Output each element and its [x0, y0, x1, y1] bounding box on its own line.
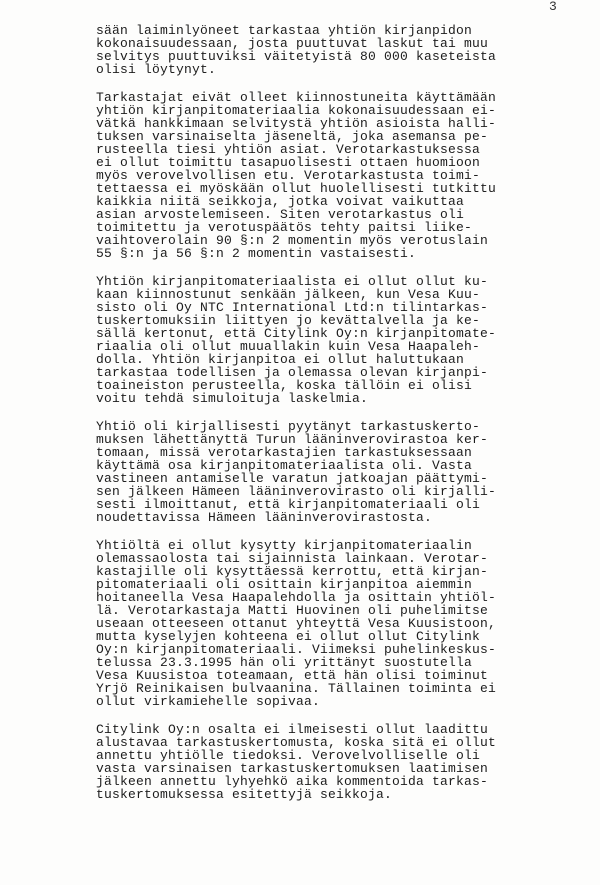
text-line: kaikkia niitä seikkoja, jotka voivat vaikuttaa — [96, 194, 465, 209]
text-line: ollut virkamiehelle sopivaa. — [96, 694, 321, 709]
document-body — [96, 24, 576, 816]
paragraph-5 — [96, 539, 576, 708]
text-line: kokonaisuudessaan, josta puuttuvat laskut tai muu — [96, 36, 489, 51]
paragraph-2 — [96, 91, 576, 260]
paragraph-1 — [96, 24, 576, 76]
text-line: muksen lähettänyttä Turun lääninverovirastoa ker- — [96, 432, 489, 447]
text-line: vastineen antamiselle varatun jatkoajan päättymi- — [96, 471, 489, 486]
text-line: annettu yhtiölle tiedoksi. Verovelvolliselle oli — [96, 748, 481, 763]
text-line: riaalia oli ollut muuallakin kuin Vesa Haapaleh- — [96, 339, 481, 354]
text-line: 55 §:n ja 56 §:n 2 momentin vastaisesti. — [96, 246, 417, 261]
text-line: toimitettu ja verotuspäätös tehty paitsi liike- — [96, 220, 473, 235]
text-line: sisto oli Oy NTC International Ltd:n tilintarkas- — [96, 300, 489, 315]
text-line: sen jälkeen Hämeen lääninverovirasto oli kirjalli- — [96, 484, 497, 499]
text-line: dolla. Yhtiön kirjanpitoa ei ollut haluttukaan — [96, 352, 465, 367]
text-line: tomaan, missä verotarkastajien tarkastuksessaan — [96, 445, 473, 460]
text-line: tuksen varsinaiselta jäseneltä, joka asemansa pe- — [96, 129, 489, 144]
paragraph-3 — [96, 275, 576, 405]
paragraph-6 — [96, 723, 576, 801]
text-line: myös verovelvollisen etu. Verotarkastusta toimi- — [96, 168, 481, 183]
text-line: olemassaolosta tai sijainnista lainkaan. Verotar- — [96, 551, 489, 566]
text-line: sään laiminlyöneet tarkastaa yhtiön kirjanpidon — [96, 23, 473, 38]
text-line: vaihtoverolain 90 §:n 2 momentin myös verotuslain — [96, 233, 489, 248]
text-line: useaan otteeseen ottanut yhteyttä Vesa Kuusistoon, — [96, 616, 497, 631]
text-line: telussa 23.3.1995 hän oli yrittänyt suostutella — [96, 655, 473, 670]
text-line: Yhtiön kirjanpitomateriaalista ei ollut ollut ku- — [96, 274, 489, 289]
text-line: selvitys puuttuviksi väitetyistä 80 000 kaseteista — [96, 49, 497, 64]
text-line: jälkeen annettu lyhyehkö aika kommentoida tarkas- — [96, 774, 489, 789]
text-line: Vesa Kuusistoa toteamaan, että hän olisi toiminut — [96, 668, 489, 683]
text-line: tettaessa ei myöskään ollut huolellisesti tutkittu — [96, 181, 497, 196]
text-line: Yrjö Reinikaisen bulvaanina. Tällainen toiminta ei — [96, 681, 497, 696]
text-line: kaan kiinnostunut senkään jälkeen, kun Vesa Kuu- — [96, 287, 481, 302]
text-line: Yhtiö oli kirjallisesti pyytänyt tarkastuskerto- — [96, 419, 481, 434]
page-number: 3 — [549, 0, 557, 14]
text-line: noudettavissa Hämeen lääninverovirastosta. — [96, 510, 433, 525]
text-line: käyttämä osa kirjanpitomateriaalista oli. Vasta — [96, 458, 473, 473]
text-line: vätkä hankkimaan selvitystä yhtiön asioista halli- — [96, 116, 497, 131]
text-line: Oy:n kirjanpitomateriaali. Viimeksi puhelinkeskus- — [96, 642, 497, 657]
text-line: kastajille oli kysyttäessä kerrottu, että kirjan- — [96, 564, 489, 579]
text-line: olisi löytynyt. — [96, 62, 217, 77]
text-line: asian arvostelemiseen. Siten verotarkastus oli — [96, 207, 465, 222]
text-line: sesti ilmoittanut, että kirjanpitomateriaali oli — [96, 497, 481, 512]
text-line: yhtiön kirjanpitomateriaalia kokonaisuudessaan ei- — [96, 103, 497, 118]
text-line: lä. Verotarkastaja Matti Huovinen oli puhelimitse — [96, 603, 489, 618]
text-line: vasta varsinaisen tarkastuskertomuksen laatimisen — [96, 761, 489, 776]
text-line: hoitaneella Vesa Haapalehdolla ja osittain yhtiöl- — [96, 590, 497, 605]
text-line: tuskertomuksiin liittyen jo kevättalvella ja ke- — [96, 313, 481, 328]
text-line: alustavaa tarkastuskertomusta, koska sitä ei ollut — [96, 735, 497, 750]
text-line: toaineiston perusteella, koska tällöin ei olisi — [96, 378, 473, 393]
text-line: tarkastaa todellisen ja olemassa olevan kirjanpi- — [96, 365, 489, 380]
text-line: ei ollut toimittu tasapuolisesti ottaen huomioon — [96, 155, 481, 170]
paragraph-4 — [96, 420, 576, 524]
text-line: mutta kyselyjen kohteena ei ollut ollut Citylink — [96, 629, 481, 644]
text-line: voitu tehdä simuloituja laskelmia. — [96, 391, 369, 406]
text-line: Yhtiöltä ei ollut kysytty kirjanpitomateriaalin — [96, 538, 473, 553]
text-line: tuskertomuksessa esitettyjä seikkoja. — [96, 787, 393, 802]
text-line: rusteella tiesi yhtiön asiat. Verotarkastuksessa — [96, 142, 481, 157]
text-line: sällä kertonut, että Citylink Oy:n kirjanpitomate- — [96, 326, 497, 341]
text-line: Citylink Oy:n osalta ei ilmeisesti ollut laadittu — [96, 722, 489, 737]
text-line: Tarkastajat eivät olleet kiinnostuneita käyttämään — [96, 90, 497, 105]
text-line: pitomateriaali oli osittain kirjanpitoa aiemmin — [96, 577, 473, 592]
